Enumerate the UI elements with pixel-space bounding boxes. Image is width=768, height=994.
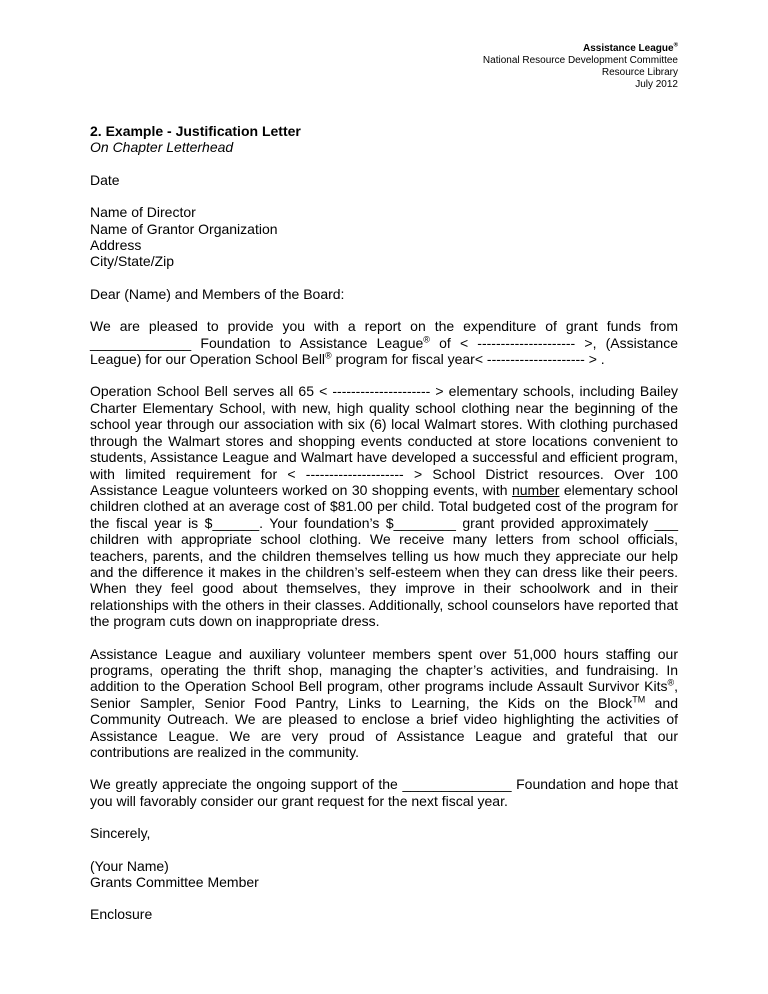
paragraph-2: Operation School Bell serves all 65 < --------------------- > elementary schools, including Bailey Charter Elementary School, with new, high quality school clothing near the beginning of the school year through our association with six (6) local Walmart stores. With clothing purchased through the Walmart stores and shopping events conducted at store locations convenient to students, Assistance League and Walmart have developed a successful and efficient program, with limited requirement for < --------------------- > School District resources. Over 100 Assistance League volunteers worked on 30 shopping events, with number elementary school children clothed at an average cost of $81.00 per child. Total budgeted cost of the program for the fiscal year is $______. Your foundation’s $________ grant provided approximately ___ children with appropriate school clothing. We receive many letters from school officials, teachers, parents, and the children themselves telling us how much they appreciate our help and the difference it makes in the children’s self-esteem when they can dress like their peers. When they feel good about themselves, they improve in their schoolwork and in their relationships with the others in their classes. Additionally, school counselors have reported that the program cuts down on inappropriate dress. <box>90 383 678 630</box>
header-library: Resource Library <box>601 67 678 78</box>
paragraph-1: We are pleased to provide you with a report on the expenditure of grant funds from _____________ Foundation to Assistance League® of < --------------------- >, (Assistance League) for our Operation School Bell® program for fiscal year< --------------------- > . <box>90 318 678 368</box>
header-org-name: Assistance League <box>582 43 674 54</box>
reg-mark: ® <box>325 350 332 361</box>
recipient-director: Name of Director <box>90 204 196 221</box>
salutation: Dear (Name) and Members of the Board: <box>90 285 345 302</box>
reg-mark: ® <box>423 334 430 344</box>
document-title: 2. Example - Justification Letter <box>90 123 301 139</box>
signature-role: Grants Committee Member <box>90 874 259 891</box>
header-reg-mark: ® <box>673 42 678 49</box>
trademark-mark: TM <box>632 694 646 705</box>
signature-name: (Your Name) <box>90 857 169 874</box>
enclosure-note: Enclosure <box>90 906 153 923</box>
header-date: July 2012 <box>635 79 678 90</box>
paragraph-3: Assistance League and auxiliary volunteer members spent over 51,000 hours staffing our programs, operating the thrift shop, managing the chapter’s activities, and fundraising. In addition to the Operation School Bell program, other programs include Assault Survivor Kits®, Senior Sampler, Senior Food Pantry, Links to Learning, the Kids on the Block™ and Community Outreach. We are pleased to enclose a brief video highlighting the activities of Assistance League. We are very proud of Assistance League and grateful that our contributions are realized in the community. <box>90 645 679 760</box>
recipient-city: City/State/Zip <box>90 253 175 270</box>
date-line: Date <box>90 171 120 188</box>
letter-body <box>90 123 678 923</box>
recipient-address <box>90 204 678 270</box>
document-header <box>483 43 678 91</box>
paragraph-4: We greatly appreciate the ongoing support of the ______________ Foundation and hope that you will favorably consider our grant request for the next fiscal year. <box>90 776 678 809</box>
underlined-number: number <box>511 481 560 498</box>
header-committee: National Resource Development Committee <box>482 55 678 66</box>
signature-block <box>90 858 678 891</box>
reg-mark: ® <box>667 677 675 688</box>
header-org <box>483 43 678 55</box>
closing: Sincerely, <box>90 825 151 842</box>
recipient-grantor: Name of Grantor Organization <box>90 220 278 237</box>
recipient-address-line: Address <box>90 237 142 254</box>
document-subtitle: On Chapter Letterhead <box>90 139 234 156</box>
